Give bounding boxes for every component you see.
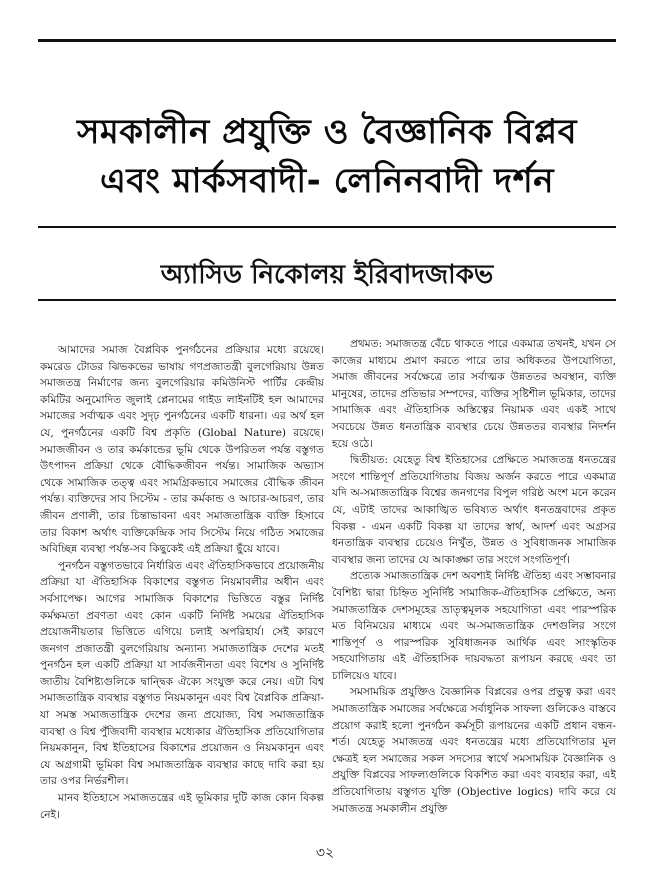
paragraph: দ্বিতীয়ত: যেহেতু বিশ্ব ইতিহাসের প্রেক্ষিতে সমাজতন্ত্র ধনতন্ত্রের সংগে শান্তিপূর্ণ প্রতিযোগিতায় বিজয় অর্জন করতে পারে একমাত্র যদি অ-সমাজতান্ত্রিক বিশ্বের জনগণের বিপুল গরিষ্ঠ অংশ মনে করেন যে, এটাই তাদের আকাঙ্খিত ভবিষ্যত অর্থাৎ ধনতন্ত্রবাদের প্রকৃত বিকল্প - এমন একটি বিকল্প যা তাদের স্বার্থ, আদর্শ এবং অগ্রসর ধনতান্ত্রিক ব্যবস্থার চেয়েও নিখুঁত, উন্নত ও সুবিধাজনক সামাজিক ব্যবস্থার জন্য তাদের যে আকাঙ্ক্ষা তার সংগে সংগতিপূর্ণ। [332,454,616,566]
author-name: অ্যাসিড নিকোলয় ইরিবাদজাকভ [160,260,494,290]
top-rule [38,39,616,42]
article-title-line-1: সমকালীন প্রযুক্তি ও বৈজ্ঞানিক বিপ্লব [76,112,578,152]
paragraph: মানব ইতিহাসে সমাজতন্ত্রের এই ভূমিকার দুটি কাজ কোন বিকল্প নেই। [40,792,324,821]
paragraph: প্রথমত: সমাজতন্ত্র বেঁচে থাকতে পারে একমাত্র তখনই, যখন সে কাজের মাধ্যমে প্রমাণ করতে পারে তার অধিকতর উপযোগিতা, সমাজ জীবনের সর্বক্ষেত্রে তার সর্বাত্মক উন্নততর অবস্থান, ব্যক্তি মানুষের, তাদের প্রতিভার সম্পদের, ব্যক্তির সৃষ্টিশীল ভূমিকার, তাদের সামাজিক এবং ঐতিহাসিক অস্তিত্বের নিয়ামক এবং একই সাথে সবচেয়ে উন্নত ধনতান্ত্রিক ব্যবস্থার চেয়ে উন্নততর ব্যবস্থার নিদর্শন হয়ে ওঠে। [332,338,616,450]
right-column [332,336,616,817]
paragraph: পুনর্গঠন বস্তুগতভাবে নির্ধারিত এবং ঐতিহাসিকভাবে প্রয়োজনীয় প্রক্রিয়া যা ঐতিহাসিক বিকাশের বস্তুগত নিয়মাবলীর অধীন এবং সর্বসাপেক্ষ। আগের সামাজিক বিকাশের ভিত্তিতে বস্তুর নির্দিষ্ট কর্মক্ষমতা প্রবণতা এবং কোন একটি নির্দিষ্ট সময়ের ঐতিহাসিক প্রয়োজনীয়তার ভিত্তিতে এগিয়ে চলাই অপরিহার্য। সেই কারণে জনগণ প্রজাতন্ত্রী বুলগেরিয়ায় অন্যান্য সমাজতান্ত্রিক দেশের মতই পুনর্গঠন হল একটি প্রক্রিয়া যা সার্বজনীনতা এবং বিশেষ ও সুনির্দিষ্ট জাতীয় বৈশিষ্ট্যগুলিকে দ্বান্দ্বিক ঐক্যে সংযুক্ত করে নেয়। এটা বিশ্ব সমাজতান্ত্রিক ব্যবস্থার বস্তুগত নিয়মকানুন এবং বিশ্ব বৈপ্লবিক প্রক্রিয়া-যা সমস্ত সমাজতান্ত্রিক দেশের জন্য প্রযোজ্য, বিশ্ব সমাজতান্ত্রিক ব্যবস্থা ও বিশ্ব পুঁজিবাদী ব্যবস্থার মধ্যেকার ঐতিহাসিক প্রতিযোগিতার নিয়মকানুন, বিশ্ব ইতিহাসের বিকাশের প্রয়োজন ও নিয়মকানুন এবং যে অগ্রগামী ভূমিকা বিশ্ব সমাজতান্ত্রিক ব্যবস্থার কাছে দাবি করা হয় তার ওপর নির্ভরশীল। [40,559,324,788]
left-column [40,342,324,823]
paragraph: সমসাময়িক প্রযুক্তিও বৈজ্ঞানিক বিপ্লবের ওপর প্রভুত্ব করা এবং সমাজতান্ত্রিক সমাজের সর্বক্ষেত্রে সর্বাধুনিক সাফল্য গুলিকেও বাস্তবে প্রয়োগ করাই হলো পুনর্গঠন কর্মসূচী রূপায়নের একটি প্রধান বন্ধন-শর্ত। যেহেতু সমাজতন্ত্র এবং ধনতন্ত্রের মধ্যে প্রতিযোগিতার মূল ক্ষেত্রই হল সমাজের সকল সদস্যের স্বার্থে সমসাময়িক বৈজ্ঞানিক ও প্রযুক্তি বিপ্লবের সাফল্যগুলিকে বিকশিত করা এবং ব্যবহার করা, এই প্রতিযোগিতায় বস্তুগত যুক্তি (Objective logics) দাবি করে যে সমাজতন্ত্র সমকালীন প্রযুক্তি [332,686,616,815]
paragraph: আমাদের সমাজ বৈপ্লবিক পুনর্গঠনের প্রক্রিয়ার মধ্যে রয়েছে। কমরেড টোডর ঝিভকভের ভাষায় গণপ্রজাতন্ত্রী বুলগেরিয়ায় উন্নত সমাজতন্ত্র নির্মাণের জন্য বুলগেরিয়ার কমিউনিস্ট পার্টির কেন্দ্রীয় কমিটির অনুমোদিত জুলাই প্লেনামের গাইড লাইনটিই হল আমাদের সমাজের সর্বাত্মক এবং সুদৃঢ় পুনর্গঠনের একটি ধারনা। এর অর্থ হল যে, পুনর্গঠনের একটি বিশ্ব প্রকৃতি (Global Nature) রয়েছে। সমাজজীবন ও তার কর্মকান্ডের ভূমি থেকে উপরিতল পর্যন্ত বস্তুগত উৎপাদন প্রক্রিয়া থেকে বৌদ্ধিকজীবন পর্যন্ত। সামাজিক অভ্যাস থেকে সামাজিক তত্ত্ব এবং সামগ্রিকভাবে সমাজের বৌদ্ধিক জীবন পর্যন্ত। ব্যক্তিদের সাব সিস্টেম - তার কর্মকান্ড ও আচার-আচরণ, তার জীবন প্রণালী, তার চিন্তাভাবনা এবং সমাজতান্ত্রিক ব্যক্তি হিসাবে তার বিকাশ অর্থাৎ ব্যক্তিকেন্দ্রিক সাব সিস্টেম নিয়ে গঠিত সমাজের অবিচ্ছিন্ন ব্যবস্থা পর্যন্ত-সব কিছুকেই এই প্রক্রিয়া ছুঁয়ে যাবে। [40,344,324,556]
article-title-line-2: এবং মার্কসবাদী- লেনিনবাদী দর্শন [100,161,554,201]
title-bottom-rule [38,226,616,228]
paragraph: প্রত্যেক সমাজতান্ত্রিক দেশ অবশ্যই নির্দিষ্ট ঐতিহ্য এবং সম্ভাবনার বৈশিষ্ট্য দ্বারা চিহ্নিত সুনির্দিষ্ট সামাজিক-ঐতিহাসিক প্রেক্ষিতে, অন্য সমাজতান্ত্রিক দেশসমূহের ভ্রাতৃত্বমূলক সহযোগিতা এবং পারস্পরিক মত বিনিময়ের মাধ্যমে এবং অ-সমাজতান্ত্রিক দেশগুলির সংগে শান্তিপূর্ণ ও পারস্পরিক সুবিধাজনক আর্থিক এবং সাংস্কৃতিক সহযোগিতায় এই ঐতিহাসিক দায়বদ্ধতা রূপায়ন করছে এবং তা চালিয়েও যাবে। [332,570,616,682]
author-bottom-rule [38,299,616,301]
page-number: ৩২ [315,845,335,861]
